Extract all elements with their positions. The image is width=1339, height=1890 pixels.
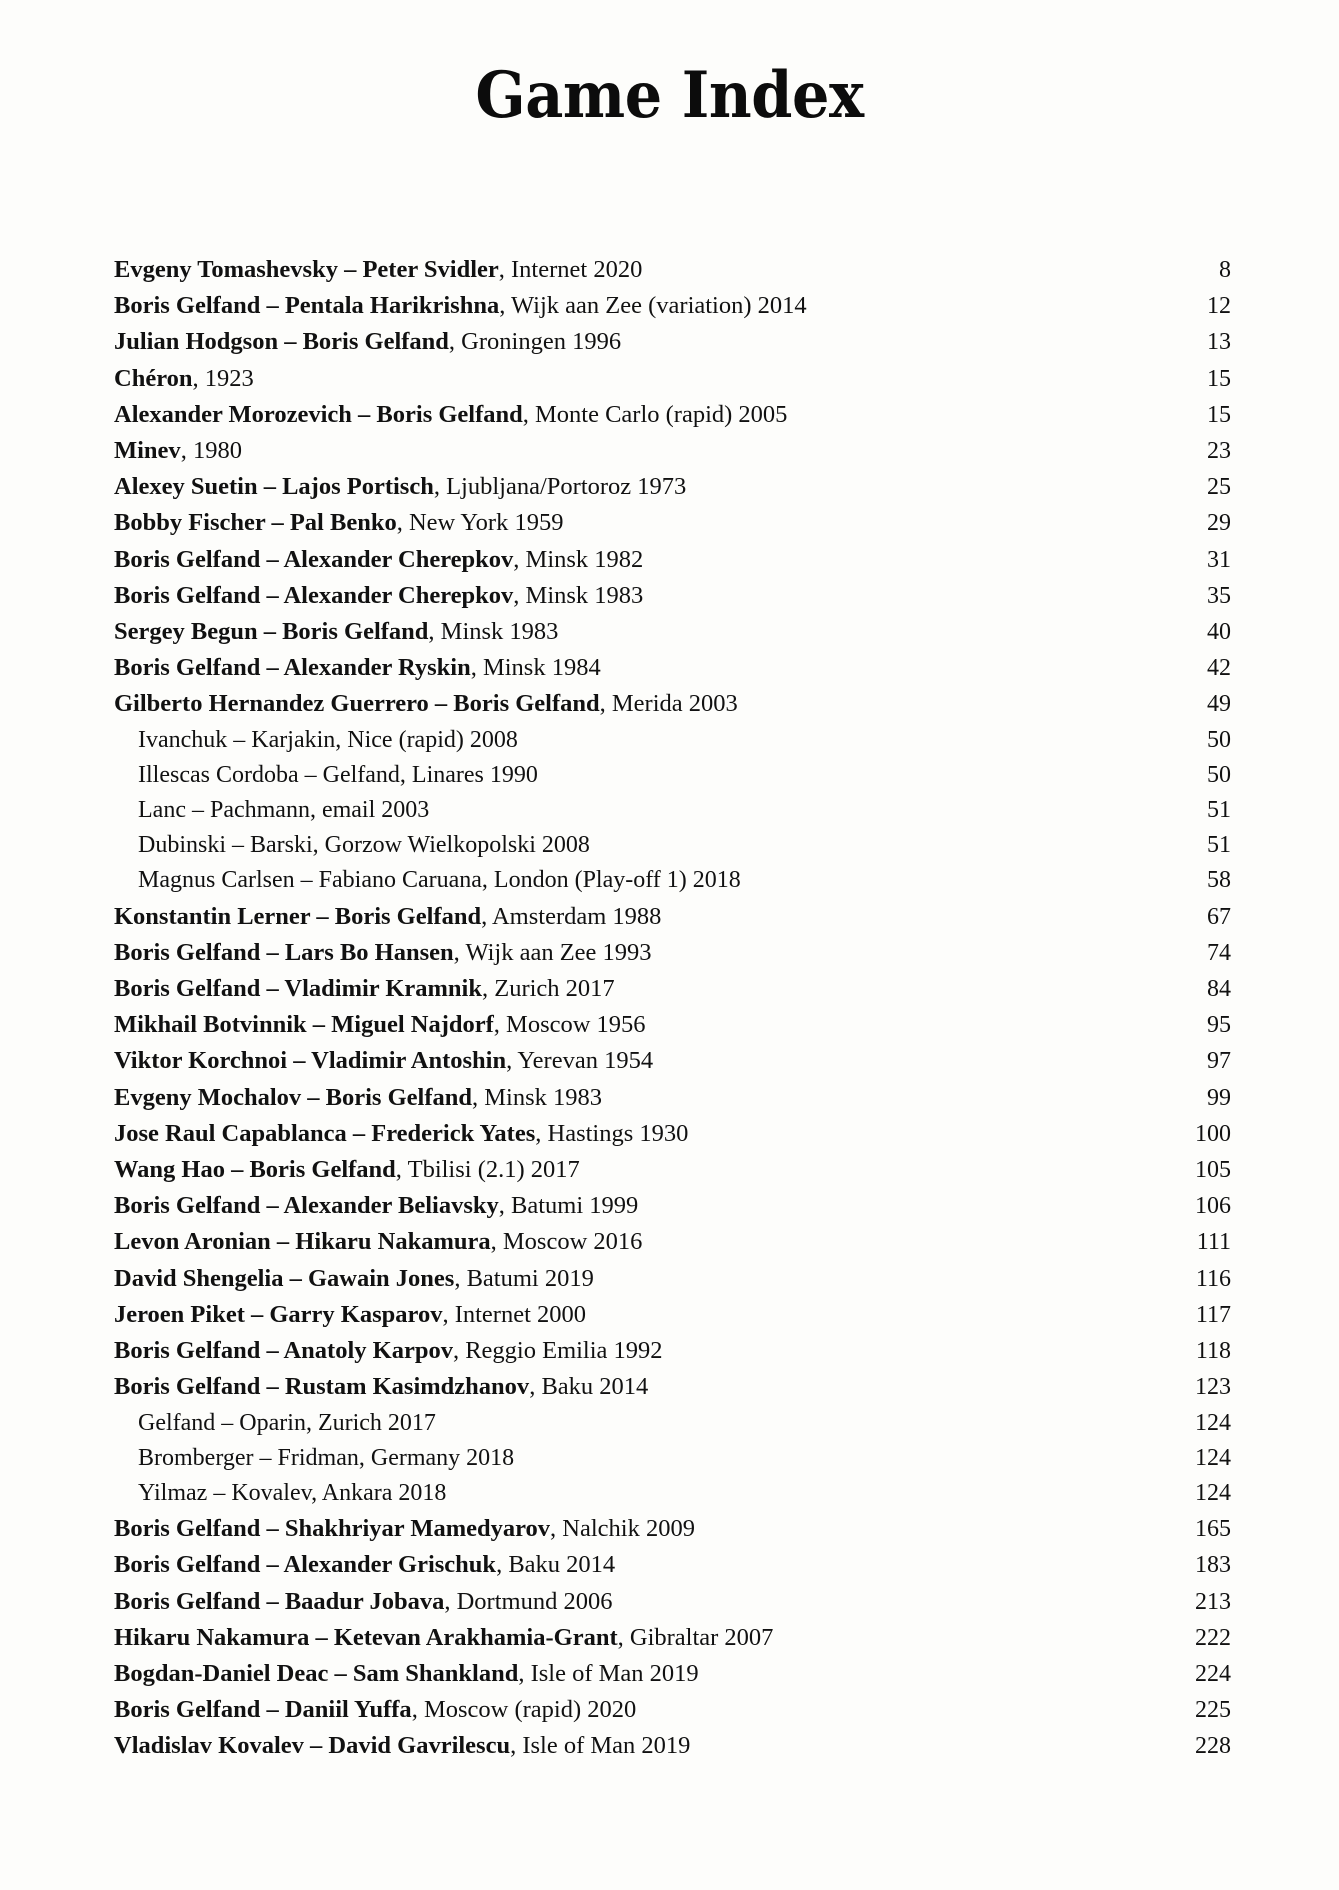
- index-entry[interactable]: [114, 1116, 1231, 1152]
- entry-players: Boris Gelfand – Shakhriyar Mamedyarov: [114, 1515, 551, 1543]
- index-entry[interactable]: [114, 935, 1231, 971]
- entry-text: [138, 1441, 514, 1476]
- index-subentry[interactable]: [114, 793, 1231, 828]
- entry-detail: , Hastings 1930: [535, 1119, 689, 1147]
- entry-page-number: 84: [1207, 976, 1231, 1003]
- index-entry[interactable]: [114, 1728, 1231, 1764]
- entry-text: [114, 578, 643, 613]
- index-entry[interactable]: [114, 578, 1231, 614]
- entry-page-number: 117: [1195, 1301, 1231, 1328]
- entry-page-number: 118: [1195, 1338, 1231, 1365]
- index-entry[interactable]: [114, 614, 1231, 650]
- index-entry[interactable]: [114, 505, 1231, 541]
- entry-text: [114, 433, 242, 468]
- entry-detail: , email 2003: [309, 797, 430, 824]
- entry-page-number: 97: [1207, 1048, 1231, 1075]
- entry-players: David Shengelia – Gawain Jones: [114, 1264, 455, 1292]
- index-entry[interactable]: [114, 288, 1231, 324]
- entry-text: [114, 971, 615, 1006]
- entry-detail: , Internet 2020: [498, 256, 643, 283]
- entry-text: [114, 361, 254, 396]
- index-entry[interactable]: [114, 542, 1231, 578]
- entry-page-number: 124: [1195, 1409, 1231, 1436]
- entry-text: [114, 252, 642, 287]
- entry-text: [138, 863, 741, 898]
- entry-players: Sergey Begun – Boris Gelfand: [114, 618, 429, 646]
- entry-detail: , Yerevan 1954: [506, 1047, 654, 1075]
- entry-players: Gelfand – Oparin: [138, 1409, 306, 1436]
- entry-text: [114, 1261, 594, 1296]
- entry-page-number: 67: [1207, 903, 1231, 930]
- entry-page-number: 213: [1195, 1588, 1231, 1615]
- index-entry[interactable]: [114, 1620, 1231, 1656]
- entry-text: [114, 1043, 653, 1078]
- entry-text: [114, 1584, 612, 1619]
- entry-detail: , Amsterdam 1988: [481, 902, 662, 930]
- entry-page-number: 15: [1207, 401, 1231, 428]
- entry-players: Boris Gelfand – Baadur Jobava: [114, 1587, 445, 1615]
- index-subentry[interactable]: [114, 1476, 1231, 1511]
- index-entry[interactable]: [114, 397, 1231, 433]
- entry-page-number: 123: [1195, 1374, 1231, 1401]
- index-subentry[interactable]: [114, 863, 1231, 898]
- entry-page-number: 165: [1195, 1516, 1231, 1543]
- entry-players: Mikhail Botvinnik – Miguel Najdorf: [114, 1011, 494, 1039]
- entry-text: [138, 1406, 436, 1441]
- entry-detail: , Groningen 1996: [448, 328, 622, 356]
- entry-text: [114, 1080, 602, 1115]
- index-entry[interactable]: [114, 324, 1231, 360]
- entry-text: [114, 650, 601, 685]
- entry-page-number: 29: [1207, 510, 1231, 537]
- entry-page-number: 12: [1207, 293, 1231, 320]
- entry-page-number: 23: [1207, 438, 1231, 465]
- entry-text: [138, 723, 518, 758]
- index-entry[interactable]: [114, 1152, 1231, 1188]
- entry-page-number: 31: [1207, 546, 1231, 573]
- entry-page-number: 105: [1195, 1157, 1231, 1184]
- entry-text: [114, 324, 621, 359]
- entry-players: Dubinski – Barski: [138, 832, 313, 859]
- entry-detail: , 1923: [192, 364, 254, 392]
- entry-players: Alexey Suetin – Lajos Portisch: [114, 473, 434, 501]
- entry-detail: , Baku 2014: [529, 1373, 649, 1401]
- entry-text: [114, 1297, 586, 1332]
- entry-text: [138, 1476, 446, 1511]
- entry-detail: , Isle of Man 2019: [510, 1732, 691, 1760]
- index-entry[interactable]: [114, 1584, 1231, 1620]
- entry-page-number: 106: [1195, 1193, 1231, 1220]
- entry-page-number: 50: [1207, 761, 1231, 788]
- entry-detail: , Nice (rapid) 2008: [335, 726, 518, 753]
- entry-players: Konstantin Lerner – Boris Gelfand: [114, 902, 482, 930]
- index-entry[interactable]: [114, 1333, 1231, 1369]
- entry-detail: , New York 1959: [396, 509, 564, 537]
- entry-text: [114, 1224, 642, 1259]
- entry-page-number: 224: [1195, 1660, 1231, 1687]
- entry-players: Illescas Cordoba – Gelfand: [138, 761, 400, 788]
- index-entry[interactable]: [114, 1007, 1231, 1043]
- index-entry[interactable]: [114, 899, 1231, 935]
- entry-players: Gilberto Hernandez Guerrero – Boris Gelfand: [114, 690, 600, 718]
- entry-text: [114, 686, 738, 721]
- entry-page-number: 35: [1207, 582, 1231, 609]
- entry-page-number: 228: [1195, 1733, 1231, 1760]
- entry-text: [138, 758, 538, 793]
- entry-players: Boris Gelfand – Alexander Ryskin: [114, 654, 471, 682]
- entry-page-number: 42: [1207, 655, 1231, 682]
- entry-detail: , Wijk aan Zee 1993: [453, 938, 652, 966]
- entry-text: [138, 828, 590, 863]
- page-title: Game Index: [475, 58, 864, 133]
- entry-text: [114, 542, 643, 577]
- entry-players: Yilmaz – Kovalev: [138, 1479, 312, 1506]
- index-entry[interactable]: [114, 1080, 1231, 1116]
- entry-detail: , Tbilisi (2.1) 2017: [395, 1156, 580, 1184]
- entry-text: [138, 793, 429, 828]
- entry-players: Hikaru Nakamura – Ketevan Arakhamia-Grant: [114, 1623, 618, 1651]
- entry-page-number: 13: [1207, 329, 1231, 356]
- entry-players: Evgeny Tomashevsky – Peter Svidler: [114, 256, 499, 283]
- entry-players: Boris Gelfand – Alexander Beliavsky: [114, 1192, 499, 1220]
- entry-page-number: 124: [1195, 1444, 1231, 1471]
- index-entry[interactable]: [114, 1511, 1231, 1547]
- entry-page-number: 124: [1195, 1479, 1231, 1506]
- entry-text: [114, 288, 807, 323]
- entry-text: [114, 505, 563, 540]
- entry-text: [114, 1188, 638, 1223]
- entry-page-number: 49: [1207, 691, 1231, 718]
- index-subentry[interactable]: [114, 1441, 1231, 1476]
- entry-page-number: 25: [1207, 474, 1231, 501]
- entry-detail: , Zurich 2017: [305, 1409, 436, 1436]
- entry-players: Levon Aronian – Hikaru Nakamura: [114, 1228, 491, 1256]
- entry-detail: , Minsk 1983: [471, 1083, 602, 1111]
- entry-text: [114, 1333, 663, 1368]
- entry-text: [114, 1007, 646, 1042]
- entry-detail: , Isle of Man 2019: [518, 1659, 699, 1687]
- entry-page-number: 222: [1195, 1624, 1231, 1651]
- entry-page-number: 183: [1195, 1552, 1231, 1579]
- entry-players: Julian Hodgson – Boris Gelfand: [114, 328, 449, 356]
- entry-players: Jose Raul Capablanca – Frederick Yates: [114, 1119, 536, 1147]
- entry-text: [114, 1511, 695, 1546]
- entry-players: Lanc – Pachmann: [138, 797, 310, 824]
- entry-detail: , Monte Carlo (rapid) 2005: [522, 400, 788, 428]
- entry-players: Bogdan-Daniel Deac – Sam Shankland: [114, 1659, 519, 1687]
- index-entry[interactable]: [114, 469, 1231, 505]
- entry-players: Wang Hao – Boris Gelfand: [114, 1156, 396, 1184]
- entry-page-number: 51: [1207, 832, 1231, 859]
- entry-detail: , London (Play-off 1) 2018: [481, 867, 741, 894]
- game-index-list: [114, 252, 1231, 1765]
- entry-players: Evgeny Mochalov – Boris Gelfand: [114, 1083, 472, 1111]
- entry-page-number: 111: [1196, 1229, 1231, 1256]
- index-entry[interactable]: [114, 1369, 1231, 1405]
- index-entry[interactable]: [114, 361, 1231, 397]
- entry-players: Jeroen Piket – Garry Kasparov: [114, 1300, 443, 1328]
- entry-detail: , Ankara 2018: [311, 1479, 447, 1506]
- entry-detail: , Reggio Emilia 1992: [452, 1337, 663, 1365]
- entry-text: [114, 1547, 615, 1582]
- entry-players: Boris Gelfand – Alexander Cherepkov: [114, 545, 514, 573]
- entry-players: Boris Gelfand – Alexander Cherepkov: [114, 581, 514, 609]
- entry-players: Bobby Fischer – Pal Benko: [114, 509, 397, 537]
- entry-detail: , Germany 2018: [358, 1444, 515, 1471]
- entry-players: Boris Gelfand – Pentala Harikrishna: [114, 292, 500, 320]
- entry-detail: , Moscow 1956: [493, 1011, 646, 1039]
- entry-players: Magnus Carlsen – Fabiano Caruana: [138, 867, 482, 894]
- entry-detail: , Linares 1990: [399, 761, 538, 788]
- index-entry[interactable]: [114, 1188, 1231, 1224]
- entry-detail: , Nalchik 2009: [550, 1515, 695, 1543]
- index-entry[interactable]: [114, 1656, 1231, 1692]
- entry-detail: , Internet 2000: [442, 1300, 587, 1328]
- index-entry[interactable]: [114, 1547, 1231, 1583]
- entry-text: [114, 614, 558, 649]
- entry-detail: , Gibraltar 2007: [617, 1623, 774, 1651]
- index-entry[interactable]: [114, 1043, 1231, 1079]
- entry-page-number: 100: [1195, 1120, 1231, 1147]
- entry-page-number: 116: [1195, 1265, 1231, 1292]
- index-entry[interactable]: [114, 686, 1231, 722]
- entry-text: [114, 1152, 580, 1187]
- entry-players: Ivanchuk – Karjakin: [138, 726, 336, 753]
- entry-page-number: 99: [1207, 1084, 1231, 1111]
- entry-page-number: 50: [1207, 726, 1231, 753]
- index-entry[interactable]: [114, 252, 1231, 288]
- entry-players: Boris Gelfand – Anatoly Karpov: [114, 1337, 453, 1365]
- entry-players: Boris Gelfand – Lars Bo Hansen: [114, 938, 454, 966]
- entry-detail: , Ljubljana/Portoroz 1973: [433, 473, 687, 501]
- entry-players: Boris Gelfand – Alexander Grischuk: [114, 1551, 497, 1579]
- entry-detail: , Baku 2014: [496, 1551, 616, 1579]
- index-entry[interactable]: [114, 1261, 1231, 1297]
- entry-detail: , Wijk aan Zee (variation) 2014: [499, 292, 807, 320]
- entry-detail: , Minsk 1983: [513, 581, 644, 609]
- entry-text: [114, 1116, 688, 1151]
- entry-players: Boris Gelfand – Rustam Kasimdzhanov: [114, 1373, 530, 1401]
- entry-text: [114, 899, 661, 934]
- entry-players: Boris Gelfand – Vladimir Kramnik: [114, 975, 482, 1003]
- entry-page-number: 8: [1219, 257, 1231, 283]
- index-entry[interactable]: [114, 1297, 1231, 1333]
- index-subentry[interactable]: [114, 723, 1231, 758]
- entry-text: [114, 1620, 773, 1655]
- entry-detail: , 1980: [180, 437, 242, 465]
- entry-detail: , Batumi 2019: [454, 1264, 594, 1292]
- index-subentry[interactable]: [114, 758, 1231, 793]
- entry-detail: , Minsk 1984: [470, 654, 601, 682]
- entry-page-number: 15: [1207, 365, 1231, 392]
- entry-text: [114, 1728, 690, 1763]
- entry-page-number: 58: [1207, 867, 1231, 894]
- index-entry[interactable]: [114, 1692, 1231, 1728]
- entry-players: Minev: [114, 437, 181, 465]
- entry-detail: , Moscow 2016: [490, 1228, 643, 1256]
- entry-players: Boris Gelfand – Daniil Yuffa: [114, 1696, 412, 1724]
- index-entry[interactable]: [114, 1224, 1231, 1260]
- entry-page-number: 95: [1207, 1012, 1231, 1039]
- entry-text: [114, 935, 652, 970]
- entry-players: Vladislav Kovalev – David Gavrilescu: [114, 1732, 511, 1760]
- entry-text: [114, 397, 787, 432]
- entry-text: [114, 469, 686, 504]
- entry-detail: , Batumi 1999: [498, 1192, 639, 1220]
- entry-text: [114, 1656, 699, 1691]
- entry-players: Chéron: [114, 364, 193, 392]
- entry-page-number: 40: [1207, 619, 1231, 646]
- entry-page-number: 51: [1207, 797, 1231, 824]
- index-subentry[interactable]: [114, 1406, 1231, 1441]
- entry-page-number: 225: [1195, 1697, 1231, 1724]
- entry-detail: , Merida 2003: [599, 690, 738, 718]
- entry-players: Viktor Korchnoi – Vladimir Antoshin: [114, 1047, 507, 1075]
- entry-detail: , Minsk 1982: [513, 545, 644, 573]
- entry-detail: , Dortmund 2006: [444, 1587, 613, 1615]
- entry-detail: , Minsk 1983: [428, 618, 559, 646]
- entry-players: Bromberger – Fridman: [138, 1444, 359, 1471]
- index-subentry[interactable]: [114, 828, 1231, 863]
- entry-text: [114, 1369, 648, 1404]
- entry-detail: , Gorzow Wielkopolski 2008: [312, 832, 590, 859]
- entry-text: [114, 1692, 636, 1727]
- index-entry[interactable]: [114, 650, 1231, 686]
- entry-page-number: 74: [1207, 939, 1231, 966]
- index-entry[interactable]: [114, 433, 1231, 469]
- index-entry[interactable]: [114, 971, 1231, 1007]
- entry-detail: , Zurich 2017: [482, 975, 615, 1003]
- entry-players: Alexander Morozevich – Boris Gelfand: [114, 400, 523, 428]
- entry-detail: , Moscow (rapid) 2020: [411, 1696, 637, 1724]
